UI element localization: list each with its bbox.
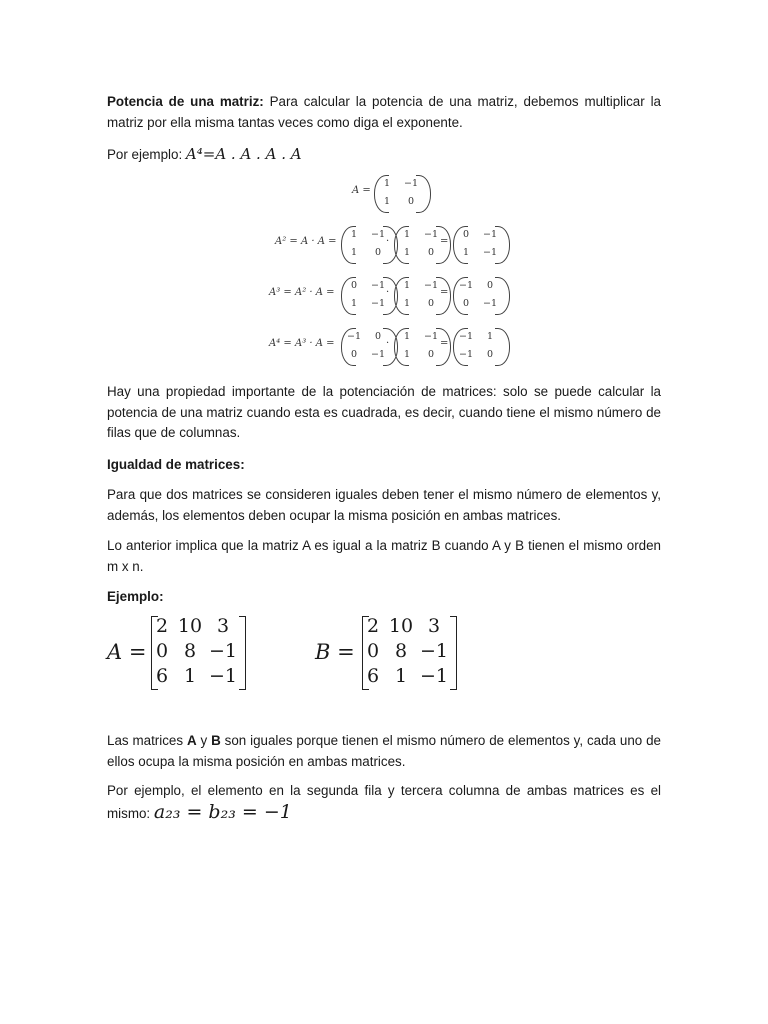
matrix-a-cell: 3	[216, 615, 230, 637]
example-formula: A⁴=A . A . A . A	[185, 145, 302, 163]
eq2-lhs: A³ = A² · A =	[269, 287, 335, 298]
conclusion-y: y	[196, 733, 212, 748]
eq2-result-cell: 0	[486, 280, 494, 291]
eq2-m2-cell: 1	[403, 298, 411, 309]
eq1-m2-cell: 1	[403, 229, 411, 240]
matrix-b-cell: 2	[366, 615, 380, 637]
eq2-result-cell: 0	[462, 298, 470, 309]
eq2-m2-cell: 1	[403, 280, 411, 291]
matrix-b-cell: −1	[419, 665, 448, 687]
eq1-result-cell: 0	[462, 229, 470, 240]
conclusion-b: B	[211, 733, 221, 748]
matrix-b-label: B =	[315, 640, 355, 664]
conclusion-pre: Las matrices	[107, 733, 187, 748]
matrix-a-right-bracket	[239, 616, 246, 690]
example-label: Por ejemplo:	[107, 147, 186, 162]
eq1-dot: ·	[386, 236, 390, 247]
ejemplo-final-paragraph	[107, 781, 661, 824]
eq1-m1-cell: −1	[370, 229, 385, 240]
matrix-a-cell: 8	[183, 640, 197, 662]
potencia-example	[107, 144, 661, 166]
ejemplo-label: Ejemplo:	[107, 589, 164, 604]
matrix-a-cell: −1	[208, 665, 237, 687]
matrix-b-cell: 0	[366, 640, 380, 662]
eq1-equals: =	[440, 236, 449, 247]
eq3-m2-cell: 0	[427, 349, 435, 360]
eq1-lhs: A² = A · A =	[275, 236, 337, 247]
eq1-m2-cell: 0	[427, 247, 435, 258]
potencia-paragraph	[107, 92, 661, 133]
eq3-lhs: A⁴ = A³ · A =	[269, 338, 335, 349]
ejemplo-final-text: Por ejemplo, el elemento en la segunda fila y tercera columna de ambas matrices es el mismo:	[107, 783, 661, 821]
eq1-m2-cell: 1	[403, 247, 411, 258]
eq2-m1-cell: 0	[350, 280, 358, 291]
eq1-result-cell: 1	[462, 247, 470, 258]
matrix-a-cell: 1	[183, 665, 197, 687]
eq0-matrix-cell: 1	[383, 178, 391, 189]
eq2-result-cell: −1	[458, 280, 473, 291]
matrix-b-cell: 3	[427, 615, 441, 637]
eq3-dot: ·	[386, 338, 390, 349]
eq3-equals: =	[440, 338, 449, 349]
eq1-m1-cell: 0	[374, 247, 382, 258]
matrix-b-cell: 1	[394, 665, 408, 687]
eq2-result-cell: −1	[482, 298, 497, 309]
matrix-a-cell: 0	[155, 640, 169, 662]
eq1-m1-cell: 1	[350, 247, 358, 258]
eq0-matrix-cell: 1	[383, 196, 391, 207]
matrix-b-cell: 8	[394, 640, 408, 662]
eq0-matrix-cell: −1	[403, 178, 418, 189]
matrix-b-cell: 10	[388, 615, 414, 637]
eq3-m1-cell: 0	[350, 349, 358, 360]
matrix-a-cell: −1	[208, 640, 237, 662]
eq2-dot: ·	[386, 287, 390, 298]
igualdad-title: Igualdad de matrices:	[107, 457, 245, 472]
matrix-b-right-bracket	[450, 616, 457, 690]
eq3-result-cell: −1	[458, 331, 473, 342]
igualdad-p1: Para que dos matrices se consideren iguales deben tener el mismo número de elementos y, además, los elementos deben ocupar la misma posición en ambas matrices.	[107, 487, 661, 523]
ejemplo-final-formula: a₂₃ = b₂₃ = −1	[153, 800, 292, 823]
eq3-m2-cell: −1	[423, 331, 438, 342]
eq3-result-cell: −1	[458, 349, 473, 360]
eq3-m1-cell: 0	[374, 331, 382, 342]
eq3-result-cell: 0	[486, 349, 494, 360]
eq2-m1-cell: −1	[370, 298, 385, 309]
matrix-b-cell: 6	[366, 665, 380, 687]
matrix-a-cell: 6	[155, 665, 169, 687]
eq0-lhs: A =	[352, 185, 371, 196]
eq1-m1-cell: 1	[350, 229, 358, 240]
eq0-matrix-cell: 0	[407, 196, 415, 207]
conclusion-post: son iguales porque tienen el mismo número de elementos y, cada uno de ellos ocupa la misma posición en ambas matrices.	[107, 733, 661, 769]
eq2-m1-cell: −1	[370, 280, 385, 291]
eq1-result-cell: −1	[482, 229, 497, 240]
potencia-title: Potencia de una matriz:	[107, 94, 264, 109]
eq3-m1-cell: −1	[346, 331, 361, 342]
eq3-m2-cell: 1	[403, 331, 411, 342]
matrix-a-cell: 2	[155, 615, 169, 637]
eq3-result-cell: 1	[486, 331, 494, 342]
matrix-a-cell: 10	[177, 615, 203, 637]
eq2-m2-cell: 0	[427, 298, 435, 309]
eq3-m2-cell: 1	[403, 349, 411, 360]
eq2-m2-cell: −1	[423, 280, 438, 291]
matrix-b-cell: −1	[419, 640, 448, 662]
conclusion-a: A	[186, 733, 197, 748]
conclusion-paragraph	[107, 731, 661, 772]
eq2-equals: =	[440, 287, 449, 298]
propiedad-paragraph: Hay una propiedad importante de la potenciación de matrices: solo se puede calcular la potencia de una matriz cuando esta es cuadrada, es decir, cuando tiene el mismo número de filas que de columnas.	[107, 384, 661, 440]
eq1-m2-cell: −1	[423, 229, 438, 240]
eq1-result-cell: −1	[482, 247, 497, 258]
potencia-text: Para calcular la potencia de una matriz, debemos multiplicar la matriz por ella misma tantas veces como diga el exponente.	[107, 94, 661, 130]
matrix-a-label: A =	[107, 640, 147, 664]
eq3-m1-cell: −1	[370, 349, 385, 360]
igualdad-p2: Lo anterior implica que la matriz A es igual a la matriz B cuando A y B tienen el mismo orden m x n.	[107, 538, 661, 574]
eq2-m1-cell: 1	[350, 298, 358, 309]
